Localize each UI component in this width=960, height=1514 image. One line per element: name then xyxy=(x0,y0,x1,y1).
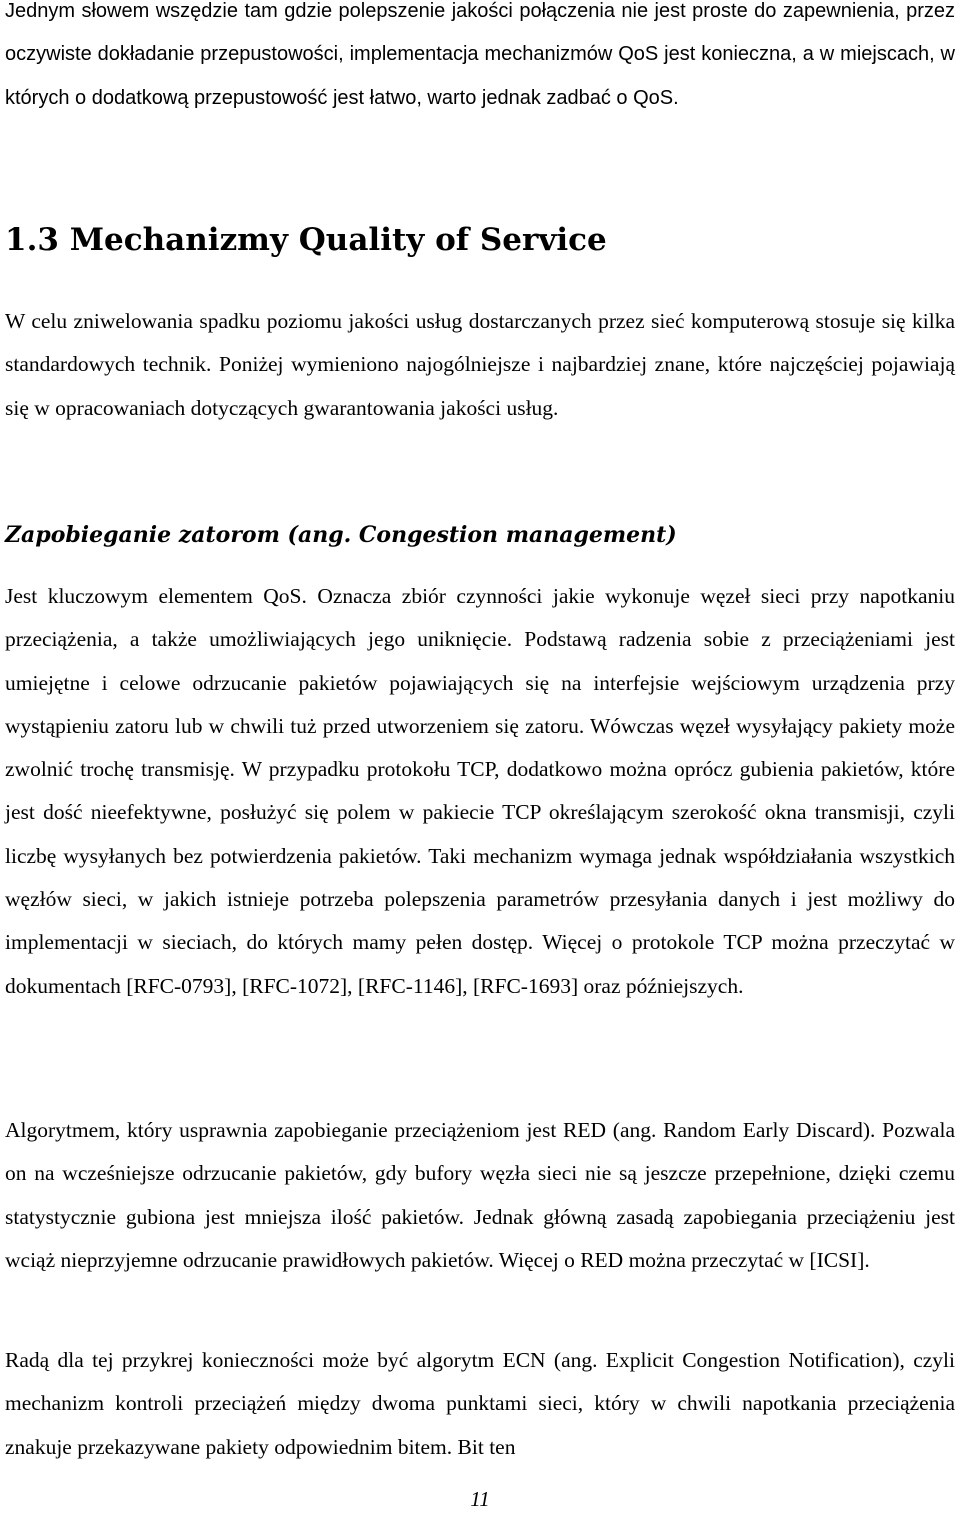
section-heading: 1.3 Mechanizmy Quality of Service xyxy=(5,222,607,258)
page-number: 11 xyxy=(470,1487,490,1511)
congestion-paragraph: Jest kluczowym elementem QoS. Oznacza zbiór czynności jakie wykonuje węzeł sieci przy napotkaniu przeciążenia, a także umożliwiających jego uniknięcie. Podstawą radzenia sobie z przeciążeniami jest umiejętne i celowe odrzucanie pakietów pojawiających się na interfejsie wejściowym urządzenia przy wystąpieniu zatoru lub w chwili tuż przed utworzeniem się zatoru. Wówczas węzeł wysyłający pakiety może zwolnić trochę transmisję. W przypadku protokołu TCP, dodatkowo można oprócz gubienia pakietów, które jest dość nieefektywne, posłużyć się polem w pakiecie TCP określającym szerokość okna transmisji, czyli liczbę wysyłanych bez potwierdzenia pakietów. Taki mechanizm wymaga jednak współdziałania wszystkich węzłów sieci, w jakich istnieje potrzeba polepszenia parametrów przesyłania danych i jest możliwy do implementacji w sieciach, do których mamy pełen dostęp. Więcej o protokole TCP można przeczytać w dokumentach [RFC-0793], [RFC-1072], [RFC-1146], [RFC-1693] oraz późniejszych. xyxy=(5,584,955,998)
subsection-heading: Zapobieganie zatorom (ang. Congestion management) xyxy=(5,522,677,548)
intro-paragraph: Jednym słowem wszędzie tam gdzie polepszenie jakości połączenia nie jest proste do zapewnienia, przez oczywiste dokładanie przepustowości, implementacja mechanizmów QoS jest konieczna, a w miejscach, w których o dodatkową przepustowość jest łatwo, warto jednak zadbać o QoS. xyxy=(5,0,955,109)
red-paragraph: Algorytmem, który usprawnia zapobieganie przeciążeniom jest RED (ang. Random Early Discard). Pozwala on na wcześniejsze odrzucanie pakietów, gdy bufory węzła sieci nie są jeszcze przepełnione, dzięki czemu statystycznie gubiona jest mniejsza ilość pakietów. Jednak główną zasadą zapobiegania przeciążeniu jest wciąż nieprzyjemne odrzucanie prawidłowych pakietów. Więcej o RED można przeczytać w [ICSI]. xyxy=(5,1118,955,1272)
section-paragraph: W celu zniwelowania spadku poziomu jakości usług dostarczanych przez sieć komputerową stosuje się kilka standardowych technik. Poniżej wymieniono najogólniejsze i najbardziej znane, które najczęściej pojawiają się w opracowaniach dotyczących gwarantowania jakości usług. xyxy=(5,309,955,420)
ecn-paragraph: Radą dla tej przykrej konieczności może być algorytm ECN (ang. Explicit Congestion Notification), czyli mechanizm kontroli przeciążeń między dwoma punktami sieci, który w chwili napotkania przeciążenia znakuje przekazywane pakiety odpowiednim bitem. Bit ten xyxy=(5,1348,955,1459)
